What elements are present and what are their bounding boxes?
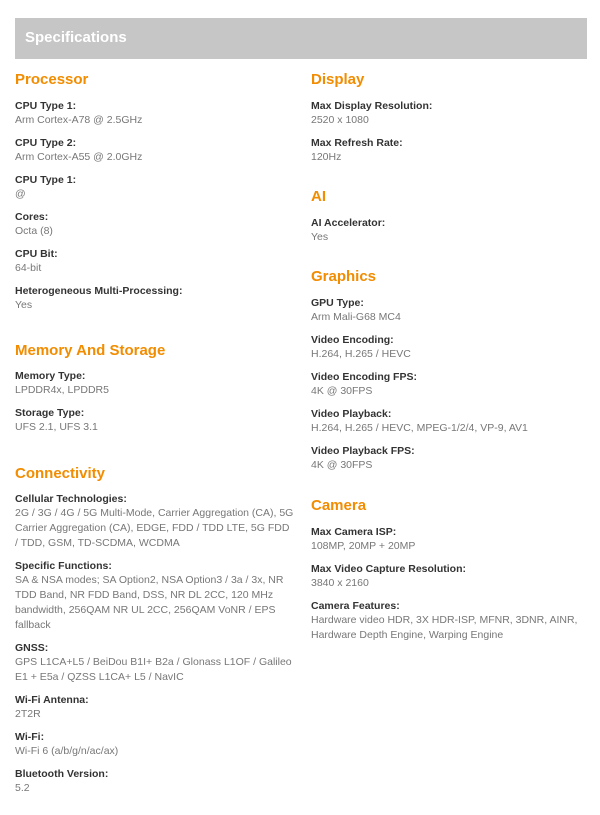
section-graphics (311, 267, 587, 473)
spec-value: LPDDR4x, LPDDR5 (15, 384, 109, 396)
spec-label: Video Encoding: (311, 334, 394, 346)
spec-label: Specific Functions: (15, 560, 112, 572)
spec-video-encoding-fps (311, 370, 587, 399)
spec-max-video-capture (311, 562, 587, 591)
spec-camera-features (311, 599, 587, 643)
spec-value: 2520 x 1080 (311, 114, 369, 126)
spec-value: Hardware video HDR, 3X HDR-ISP, MFNR, 3DNR, AINR, Hardware Depth Engine, Warping Engine (311, 614, 578, 641)
spec-label: CPU Type 2: (15, 137, 77, 149)
specifications-header (15, 18, 587, 59)
spec-label: Max Refresh Rate: (311, 137, 403, 149)
left-column (15, 70, 295, 796)
spec-memory-type (15, 369, 295, 398)
spec-value: H.264, H.265 / HEVC, MPEG-1/2/4, VP-9, AV1 (311, 422, 528, 434)
spec-cores (15, 210, 295, 239)
spec-label: Bluetooth Version: (15, 768, 109, 780)
spec-value: GPS L1CA+L5 / BeiDou B1I+ B2a / Glonass L1OF / Galileo E1 + E5a / QZSS L1CA+ L5 / NavIC (15, 656, 292, 683)
spec-label: Memory Type: (15, 370, 86, 382)
spec-label: Wi-Fi: (15, 731, 45, 743)
spec-wifi-antenna (15, 693, 295, 722)
spec-label: Camera Features: (311, 600, 400, 612)
spec-label: CPU Type 1: (15, 100, 77, 112)
spec-value: Octa (8) (15, 225, 53, 237)
spec-cellular (15, 492, 295, 551)
spec-value: Arm Cortex-A55 @ 2.0GHz (15, 151, 143, 163)
spec-label: Cellular Technologies: (15, 493, 127, 505)
section-title-connectivity: Connectivity (15, 465, 106, 482)
spec-specific-functions (15, 559, 295, 633)
spec-label: AI Accelerator: (311, 217, 386, 229)
section-memory (15, 341, 295, 435)
section-title-camera: Camera (311, 497, 367, 514)
spec-value: Arm Mali-G68 MC4 (311, 311, 401, 323)
spec-value: @ (15, 188, 26, 200)
spec-max-camera-isp (311, 525, 587, 554)
spec-max-refresh-rate (311, 136, 587, 165)
spec-cpu-type-2 (15, 136, 295, 165)
spec-gnss (15, 641, 295, 685)
spec-label: Cores: (15, 211, 49, 223)
spec-gpu-type (311, 296, 587, 325)
spec-cpu-type-1b (15, 173, 295, 202)
spec-value: H.264, H.265 / HEVC (311, 348, 411, 360)
spec-label: CPU Type 1: (15, 174, 77, 186)
right-column (311, 70, 587, 643)
spec-value: UFS 2.1, UFS 3.1 (15, 421, 98, 433)
spec-value: 4K @ 30FPS (311, 385, 373, 397)
spec-cpu-bit (15, 247, 295, 276)
section-title-memory: Memory And Storage (15, 342, 166, 359)
section-camera (311, 496, 587, 643)
spec-label: Max Camera ISP: (311, 526, 397, 538)
spec-value: 108MP, 20MP + 20MP (311, 540, 416, 552)
spec-label: Heterogeneous Multi-Processing: (15, 285, 183, 297)
spec-value: Yes (311, 231, 329, 243)
spec-value: 2G / 3G / 4G / 5G Multi-Mode, Carrier Aggregation (CA), 5G Carrier Aggregation (CA), EDGE, FDD / TDD LTE, 5G FDD / TDD, GSM, TD-SCDMA, WCDMA (15, 507, 294, 549)
spec-value: 4K @ 30FPS (311, 459, 373, 471)
spec-value: Arm Cortex-A78 @ 2.5GHz (15, 114, 143, 126)
page-title: Specifications (25, 29, 127, 46)
spec-storage-type (15, 406, 295, 435)
spec-value: Yes (15, 299, 33, 311)
spec-label: Storage Type: (15, 407, 85, 419)
spec-label: CPU Bit: (15, 248, 58, 260)
spec-ai-accelerator (311, 216, 587, 245)
spec-label: GNSS: (15, 642, 49, 654)
spec-cpu-type-1 (15, 99, 295, 128)
spec-label: Video Playback FPS: (311, 445, 415, 457)
spec-label: Wi-Fi Antenna: (15, 694, 89, 706)
spec-label: GPU Type: (311, 297, 364, 309)
spec-video-playback (311, 407, 587, 436)
spec-wifi (15, 730, 295, 759)
section-display (311, 70, 587, 165)
spec-label: Max Display Resolution: (311, 100, 433, 112)
section-title-processor: Processor (15, 71, 89, 88)
spec-value: SA & NSA modes; SA Option2, NSA Option3 / 3a / 3x, NR TDD Band, NR FDD Band, DSS, NR DL 2CC, 120 MHz bandwidth, 256QAM NR UL 2CC, 256QAM VoNR / EPS fallback (15, 574, 284, 631)
section-title-ai: AI (311, 188, 326, 205)
section-title-graphics: Graphics (311, 268, 377, 285)
section-connectivity (15, 464, 295, 796)
spec-value: 120Hz (311, 151, 342, 163)
section-processor (15, 70, 295, 313)
spec-hmp (15, 284, 295, 313)
spec-video-playback-fps (311, 444, 587, 473)
spec-bluetooth (15, 767, 295, 796)
spec-value: 3840 x 2160 (311, 577, 369, 589)
section-title-display: Display (311, 71, 365, 88)
spec-label: Video Playback: (311, 408, 392, 420)
section-ai (311, 187, 587, 245)
spec-value: 5.2 (15, 782, 30, 794)
spec-label: Max Video Capture Resolution: (311, 563, 466, 575)
spec-value: 2T2R (15, 708, 41, 720)
spec-max-display-resolution (311, 99, 587, 128)
spec-label: Video Encoding FPS: (311, 371, 417, 383)
spec-video-encoding (311, 333, 587, 362)
spec-value: Wi-Fi 6 (a/b/g/n/ac/ax) (15, 745, 119, 757)
spec-value: 64-bit (15, 262, 42, 274)
